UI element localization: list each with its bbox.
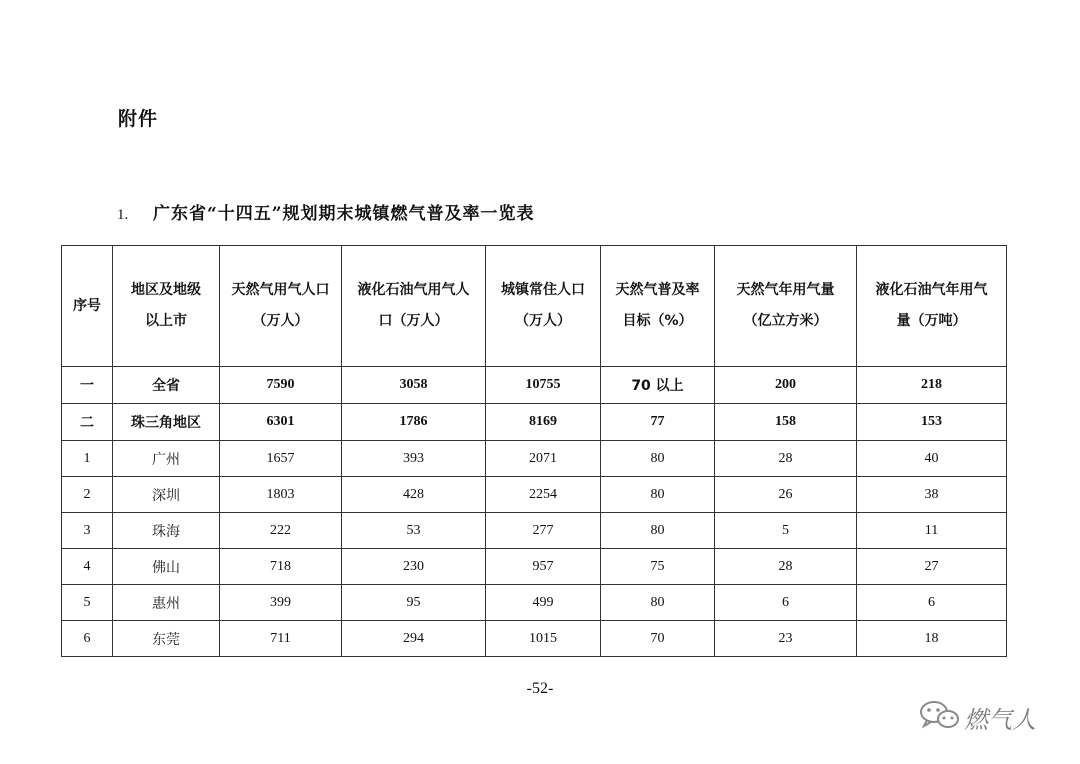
table-row <box>62 621 1007 657</box>
table-cell: 222 <box>220 513 342 549</box>
table-cell: 2 <box>62 477 113 513</box>
table-cell: 70 以上 <box>601 367 715 404</box>
table-cell: 80 <box>601 441 715 477</box>
table-cell: 珠海 <box>113 513 220 549</box>
header-cell: 天然气普及率 目标（%） <box>601 246 715 367</box>
table-cell: 全省 <box>113 367 220 404</box>
attachment-title: 附件 <box>118 108 159 130</box>
table-cell: 158 <box>715 404 857 441</box>
header-cell: 城镇常住人口 （万人） <box>486 246 601 367</box>
table-cell: 6 <box>62 621 113 657</box>
table-cell: 广州 <box>113 441 220 477</box>
gas-coverage-table <box>61 245 1007 657</box>
table-cell: 718 <box>220 549 342 585</box>
table-cell: 3 <box>62 513 113 549</box>
table-cell: 1015 <box>486 621 601 657</box>
table-cell: 95 <box>342 585 486 621</box>
table-title-text: 广东省“十四五”规划期末城镇燃气普及率一览表 <box>153 204 535 224</box>
table-cell: 2254 <box>486 477 601 513</box>
table-cell: 8169 <box>486 404 601 441</box>
table-cell: 2071 <box>486 441 601 477</box>
table-cell: 1 <box>62 441 113 477</box>
table-cell: 11 <box>857 513 1007 549</box>
table-cell: 一 <box>62 367 113 404</box>
table-cell: 27 <box>857 549 1007 585</box>
table-cell: 6 <box>715 585 857 621</box>
wechat-icon <box>918 698 962 736</box>
table-cell: 23 <box>715 621 857 657</box>
watermark <box>918 697 1058 737</box>
header-cell: 天然气用气人口 （万人） <box>220 246 342 367</box>
header-cell: 地区及地级 以上市 <box>113 246 220 367</box>
table-cell: 28 <box>715 549 857 585</box>
table-cell: 惠州 <box>113 585 220 621</box>
table-cell: 53 <box>342 513 486 549</box>
table-cell: 7590 <box>220 367 342 404</box>
table-cell: 1786 <box>342 404 486 441</box>
table-cell: 1803 <box>220 477 342 513</box>
header-cell: 天然气年用气量 （亿立方米） <box>715 246 857 367</box>
table-cell: 77 <box>601 404 715 441</box>
table-cell: 4 <box>62 549 113 585</box>
page-number: -52- <box>526 680 554 697</box>
table-cell: 珠三角地区 <box>113 404 220 441</box>
table-cell: 294 <box>342 621 486 657</box>
table-cell: 10755 <box>486 367 601 404</box>
table-row <box>62 549 1007 585</box>
table-row <box>62 477 1007 513</box>
watermark-text: 燃气人 <box>964 705 1036 734</box>
table-cell: 28 <box>715 441 857 477</box>
table-cell: 153 <box>857 404 1007 441</box>
table-cell: 200 <box>715 367 857 404</box>
table-cell: 277 <box>486 513 601 549</box>
table-cell: 499 <box>486 585 601 621</box>
table-header-row <box>62 246 1007 367</box>
table-cell: 二 <box>62 404 113 441</box>
table-row <box>62 404 1007 441</box>
table-cell: 428 <box>342 477 486 513</box>
table-cell: 26 <box>715 477 857 513</box>
header-cell: 序号 <box>62 246 113 367</box>
header-cell: 液化石油气年用气 量（万吨） <box>857 246 1007 367</box>
table-cell: 5 <box>62 585 113 621</box>
table-cell: 6301 <box>220 404 342 441</box>
header-cell: 液化石油气用气人 口（万人） <box>342 246 486 367</box>
table-cell: 1657 <box>220 441 342 477</box>
table-cell: 957 <box>486 549 601 585</box>
table-cell: 70 <box>601 621 715 657</box>
table-cell: 东莞 <box>113 621 220 657</box>
table-cell: 230 <box>342 549 486 585</box>
table-cell: 38 <box>857 477 1007 513</box>
table-cell: 80 <box>601 477 715 513</box>
table-cell: 218 <box>857 367 1007 404</box>
table-cell: 佛山 <box>113 549 220 585</box>
table-cell: 399 <box>220 585 342 621</box>
table-cell: 深圳 <box>113 477 220 513</box>
table-title <box>117 199 535 224</box>
table-cell: 6 <box>857 585 1007 621</box>
table-cell: 3058 <box>342 367 486 404</box>
table-cell: 80 <box>601 585 715 621</box>
table-row <box>62 513 1007 549</box>
table-title-number: 1. <box>117 207 129 223</box>
table-cell: 393 <box>342 441 486 477</box>
table-cell: 40 <box>857 441 1007 477</box>
table-cell: 711 <box>220 621 342 657</box>
table-row <box>62 441 1007 477</box>
table-cell: 5 <box>715 513 857 549</box>
table-row <box>62 585 1007 621</box>
table-cell: 18 <box>857 621 1007 657</box>
table-cell: 80 <box>601 513 715 549</box>
table-cell: 75 <box>601 549 715 585</box>
table-row <box>62 367 1007 404</box>
